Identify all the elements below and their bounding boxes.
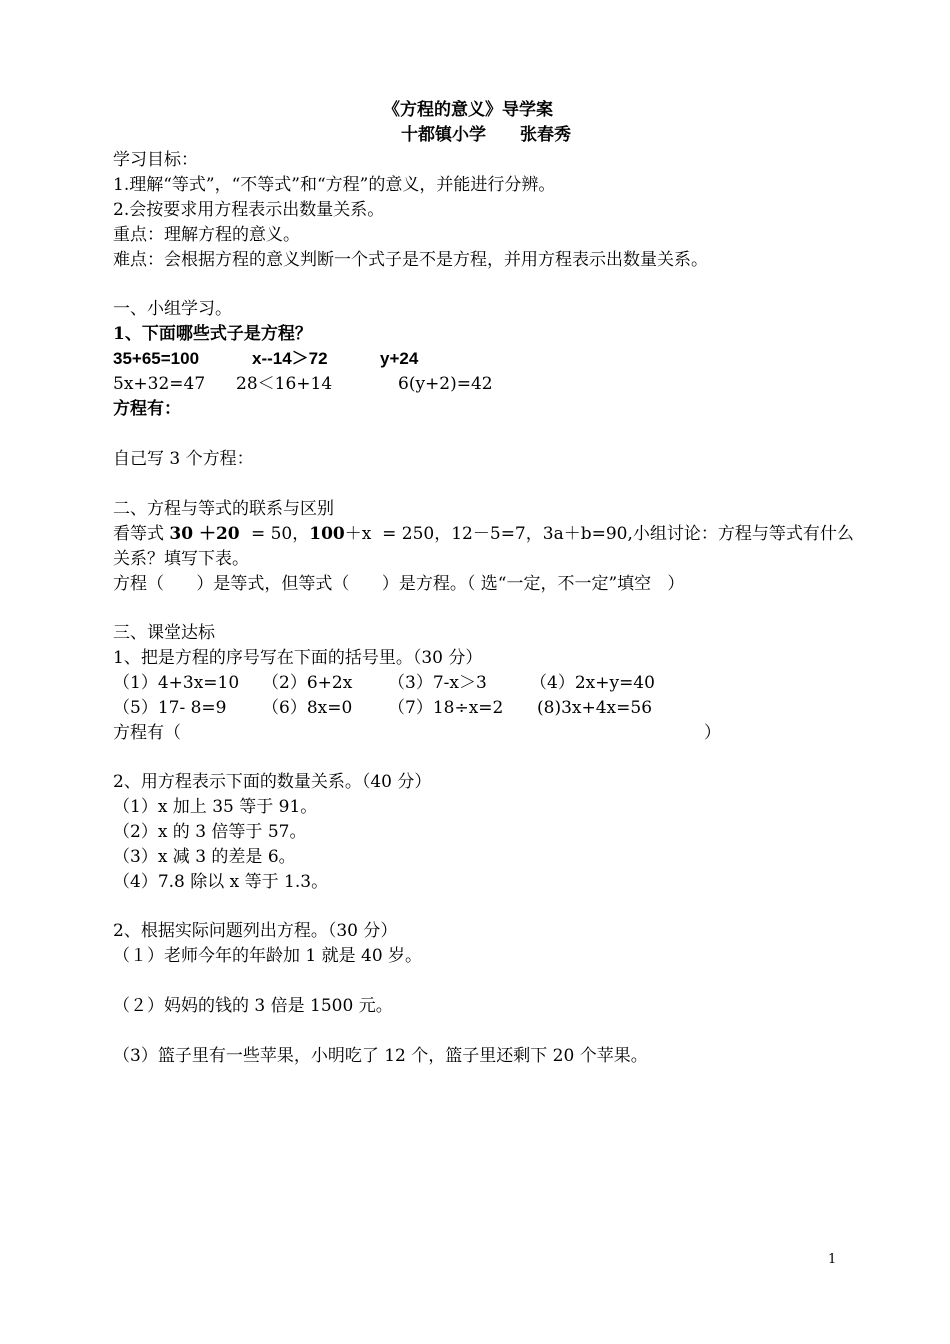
section2-heading: 二、方程与等式的联系与区别 <box>113 499 334 519</box>
expression: x--14＞72 <box>252 349 328 368</box>
goal-item-2: 2.会按要求用方程表示出数量关系。 <box>113 200 385 220</box>
section2-fill-blank: 方程（ ）是等式，但等式（ ）是方程。（ 选“一定，不一定”填空 ） <box>113 574 685 594</box>
section3-question-3: 2、根据实际问题列出方程。（30 分） <box>113 921 398 941</box>
option-item: （1）4+3x=10 <box>113 673 240 693</box>
list-item: （2）x 的 3 倍等于 57。 <box>113 822 307 842</box>
option-item: （2）6+2x <box>262 673 353 693</box>
expression: 6(y+2)=42 <box>398 374 493 394</box>
page-number: 1 <box>828 1252 837 1267</box>
author-name: 张春秀 <box>520 125 571 145</box>
section2-line-2: 关系？填写下表。 <box>113 549 249 569</box>
expression: 28＜16+14 <box>236 374 333 394</box>
section3-question-1: 1、把是方程的序号写在下面的括号里。（30 分） <box>113 648 483 668</box>
school-name: 十都镇小学 <box>401 125 486 145</box>
expression: y+24 <box>380 349 419 368</box>
list-item: （4）7.8 除以 x 等于 1.3。 <box>113 872 329 892</box>
section1-heading: 一、小组学习。 <box>113 299 232 319</box>
goals-heading: 学习目标： <box>113 150 198 170</box>
option-item: （3）7-x＞3 <box>388 673 487 693</box>
goal-item-1: 1.理解“等式”，“不等式”和“方程”的意义，并能进行分辨。 <box>113 175 556 195</box>
q1-answer-open: 方程有（ <box>113 723 181 743</box>
option-item: （7）18÷x=2 <box>388 698 504 718</box>
expression: 5x+32=47 <box>113 374 206 394</box>
text-fragment: 看等式 <box>113 524 170 544</box>
text-fragment: 30 ＋20 <box>169 524 246 544</box>
section3-heading: 三、课堂达标 <box>113 623 215 643</box>
list-item: （3）篮子里有一些苹果，小明吃了 12 个，篮子里还剩下 20 个苹果。 <box>113 1046 648 1066</box>
option-item: （5）17- 8=9 <box>113 698 227 718</box>
q1-answer-close: ） <box>704 723 721 743</box>
list-item: （3）x 减 3 的差是 6。 <box>113 847 296 867</box>
difficulty-point: 难点：会根据方程的意义判断一个式子是不是方程，并用方程表示出数量关系。 <box>113 250 708 270</box>
text-fragment: 100 <box>309 524 345 544</box>
option-item: (8)3x+4x=56 <box>537 698 653 718</box>
equations-answer-label: 方程有： <box>113 399 181 419</box>
write-own-prompt: 自己写 3 个方程： <box>113 449 254 469</box>
list-item: （1）x 加上 35 等于 91。 <box>113 797 318 817</box>
key-point: 重点：理解方程的意义。 <box>113 225 300 245</box>
section3-question-2: 2、用方程表示下面的数量关系。（40 分） <box>113 772 432 792</box>
list-item: （１）老师今年的年龄加 1 就是 40 岁。 <box>113 946 423 966</box>
option-item: （4）2x+y=40 <box>530 673 655 693</box>
section1-question-1: 1、下面哪些式子是方程？ <box>113 324 312 344</box>
text-fragment: = 50， <box>245 524 310 544</box>
page-title: 《方程的意义》导学案 <box>383 100 553 120</box>
option-item: （6）8x=0 <box>262 698 353 718</box>
expression: 35+65=100 <box>113 349 200 368</box>
text-fragment: ＋x = 250，12－5=7，3a＋b=90,小组讨论：方程与等式有什么 <box>344 524 854 544</box>
section2-line-1 <box>113 523 854 545</box>
list-item: （２）妈妈的钱的 3 倍是 1500 元。 <box>113 996 393 1016</box>
